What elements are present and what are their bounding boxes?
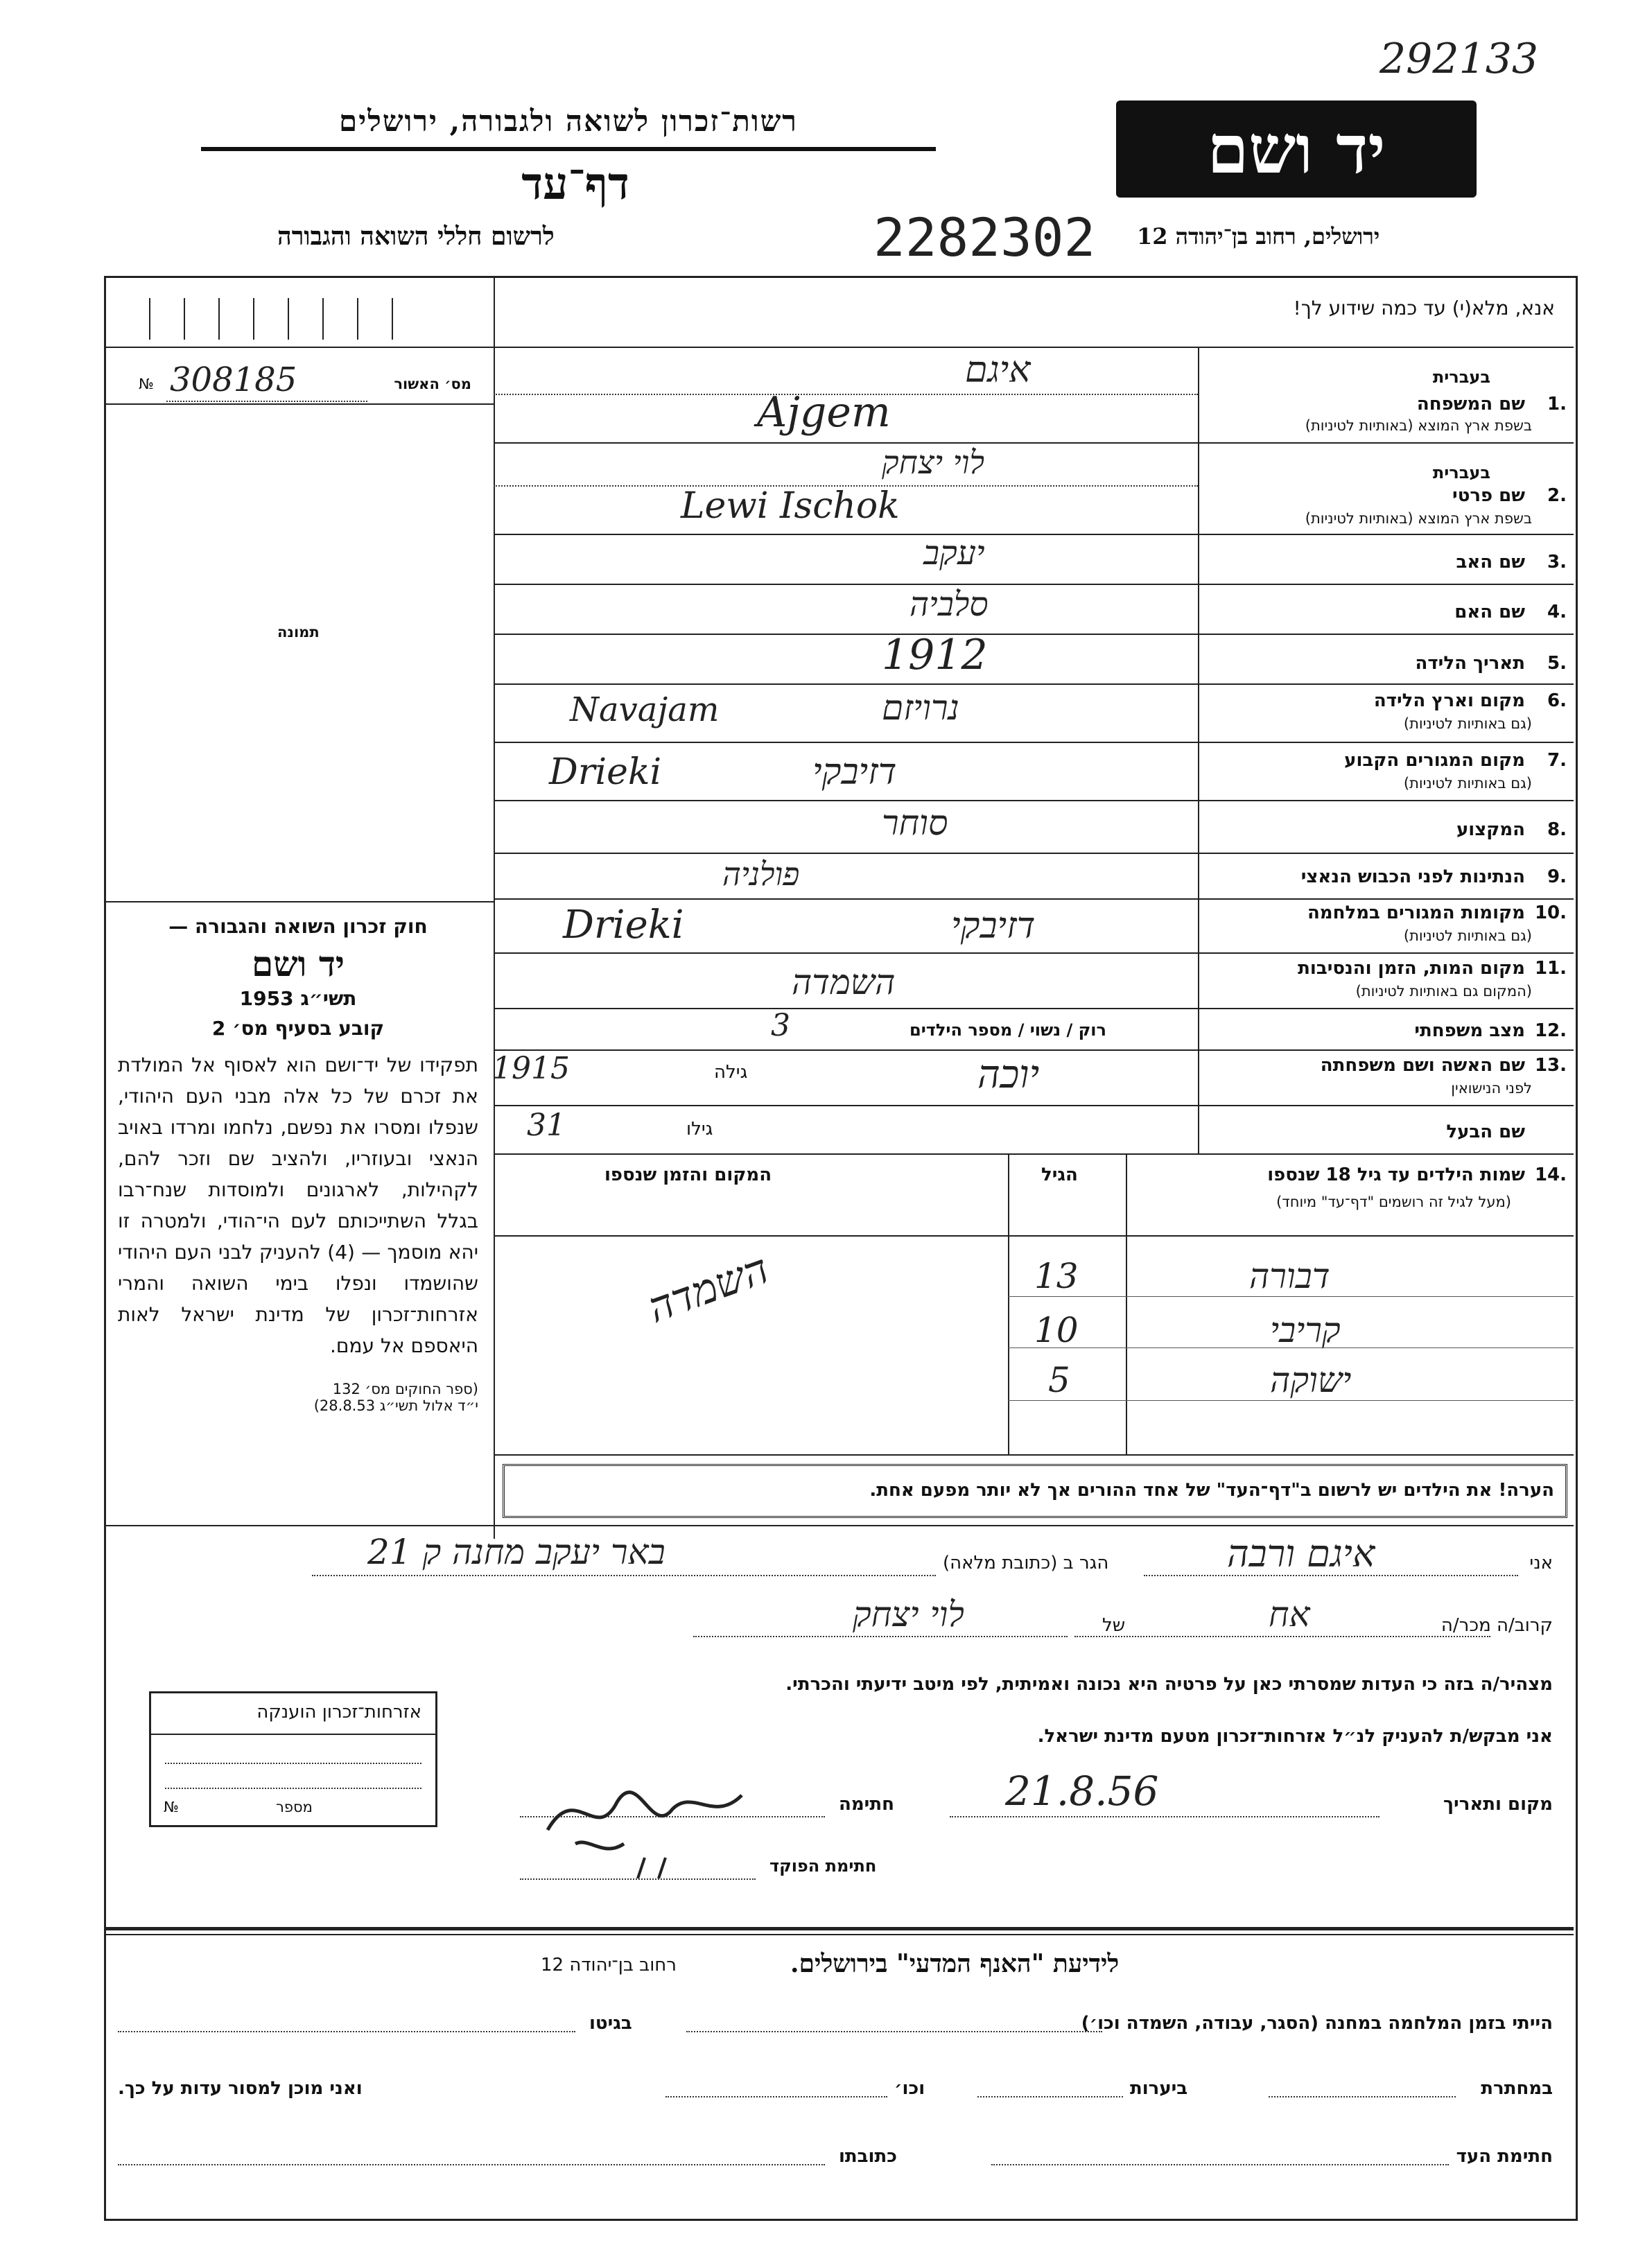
field-12-label: מצב משפחתי <box>1414 1020 1525 1041</box>
field-death <box>494 952 1574 1008</box>
declaration-text: מצהיר/ה בזה כי העדות שמסרתי כאן על פרטיה היא נכונה ואמיתית, לפי מיטב ידיעתי והכרתי. <box>785 1674 1553 1695</box>
field-wartime-residence <box>494 898 1574 952</box>
declaration-relative-value: אח <box>1269 1594 1310 1634</box>
photo-label: תמונה <box>277 624 320 640</box>
law-block <box>118 915 478 1414</box>
field-6-label: מקום וארץ הלידה <box>1373 690 1525 711</box>
children-header: שמות הילדים עד גיל 18 שנספו <box>1267 1164 1525 1185</box>
field-husband-label: שם הבעל <box>1446 1122 1525 1142</box>
field-8-label: המקצוע <box>1456 819 1525 840</box>
footer-witness-signature: חתימת העד <box>1456 2146 1553 2167</box>
child-age: 5 <box>1048 1360 1070 1400</box>
law-text: תפקידו של יד־ושם הוא לאסוף אל המולדת את זכרם של כל אלה מבני העם היהודי, שנפלו ומסרו את נפשם, נלחמו ומרדו באויב הנאצי ובעוזריו, ולהציב שם וזכר להם, לקהילות, לארגונים ולמוסדות שנח־רבו בגלל השתייכותם לעם הי־הודי, ולמטרה זו יהא מוסמך — (4) להעניק לבני העם היהודי שהושמדו ונפלו בימי השואה והמרי אזרחות־זכרון של מדינת ישראל לאות היאספם אל עמם. <box>118 1054 478 1357</box>
field-12-num: 12. <box>1534 1020 1567 1041</box>
child-name: דבורה <box>1249 1256 1330 1296</box>
field-11-sub: (המקום גם באותיות לטיניות) <box>1355 983 1532 1000</box>
footer-address: רחוב בן־יהודה 12 <box>541 1955 677 1975</box>
stamp-box-title: אזרחות־זכרון הוענקה <box>256 1702 421 1722</box>
field-7-sub: (גם באותיות לטיניות) <box>1403 775 1532 792</box>
field-10-sub: (גם באותיות לטיניות) <box>1403 927 1532 944</box>
field-13-age-label: גילה <box>714 1062 748 1083</box>
declaration-i-value: איגם ורבה <box>1227 1532 1375 1576</box>
field-10-num: 10. <box>1534 902 1567 923</box>
field-profession <box>494 800 1574 853</box>
field-1-num: 1. <box>1547 394 1567 415</box>
field-12-value: 3 <box>771 1008 790 1043</box>
field-6-value-latin: Navajam <box>570 690 720 729</box>
field-13-sub: לפני הנישואין <box>1451 1080 1532 1097</box>
law-clause: קובע בסעיף מס׳ 2 <box>211 1017 385 1040</box>
law-source-1: (ספר החוקים מס׳ 132 <box>332 1381 478 1397</box>
field-11-label: מקום המות, הזמן והנסיבות <box>1298 958 1525 979</box>
footer-forests: ביערות <box>1130 2078 1188 2099</box>
footer-etc: וכו׳ <box>894 2078 925 2099</box>
declaration-i-label: אני <box>1529 1553 1553 1573</box>
approval-label: מס׳ האשור <box>394 376 471 392</box>
field-1-sub: בשפת ארץ המוצא (באותיות לטיניות) <box>1305 417 1532 434</box>
field-5-num: 5. <box>1547 653 1567 674</box>
field-family-name <box>494 347 1574 442</box>
signature-scribble <box>534 1740 783 1878</box>
field-residence <box>494 742 1574 800</box>
child-name: ישוקה <box>1270 1360 1352 1400</box>
field-1-value-he: איגם <box>965 349 1031 391</box>
logo-text: יד ושם <box>1207 110 1386 189</box>
field-birth-date <box>494 631 1574 683</box>
intro-text: אנא, מלא(י) עד כמה שידוע לך! <box>1293 297 1555 320</box>
declaration-resides-label: הגר ב (כתובת מלאה) <box>943 1553 1109 1573</box>
children-num: 14. <box>1534 1164 1567 1185</box>
field-1-sub-he: בעברית <box>1432 367 1490 387</box>
field-marital-status <box>494 1008 1574 1049</box>
stamp-box-number-label: מספר <box>276 1799 313 1815</box>
field-6-num: 6. <box>1547 690 1567 711</box>
children-place-value: השמדה <box>641 1244 775 1333</box>
field-6-sub: (גם באותיות לטיניות) <box>1403 715 1532 732</box>
field-9-num: 9. <box>1547 866 1567 887</box>
field-3-num: 3. <box>1547 552 1567 573</box>
field-11-num: 11. <box>1534 958 1567 979</box>
field-husband <box>104 1105 1574 1153</box>
field-husband-age-label: גילו <box>686 1119 713 1140</box>
authority-underline <box>201 147 936 151</box>
field-4-label: שם האם <box>1454 602 1525 622</box>
field-9-label: הנתינות לפני הכבוש הנאצי <box>1300 866 1525 887</box>
field-spouse <box>104 1049 1574 1105</box>
child-row <box>494 1360 1574 1422</box>
field-2-num: 2. <box>1547 485 1567 506</box>
law-source-2: י״ד אלול תשי״ג 28.8.53) <box>313 1397 478 1414</box>
logo <box>1116 101 1477 198</box>
child-age: 13 <box>1034 1256 1079 1296</box>
declaration-address-value: באר יעקב מחנה ק 21 <box>367 1532 665 1572</box>
field-7-value-he: דזיבקי <box>812 751 897 793</box>
place-date-value: 21.8.56 <box>1005 1768 1159 1815</box>
form-title: דף־עד <box>521 158 629 210</box>
note-text: הערה! את הילדים יש לרשום ב"דף־העד" של אחד ההורים אך לא יותר מפעם אחת. <box>869 1480 1554 1501</box>
field-4-num: 4. <box>1547 602 1567 622</box>
field-10-value-he: דזיבקי <box>951 905 1036 947</box>
note-box <box>503 1464 1567 1518</box>
citizenship-stamp-box <box>149 1691 437 1827</box>
stamp-box-no: № <box>164 1799 179 1815</box>
field-8-num: 8. <box>1547 819 1567 840</box>
field-birth-place <box>494 683 1574 742</box>
field-4-value: סלביה <box>909 585 989 624</box>
archive-number: 292133 <box>1379 35 1539 83</box>
footer-divider <box>104 1927 1574 1930</box>
children-place-header: המקום והזמן שנספו <box>604 1164 772 1185</box>
approval-row <box>125 360 478 402</box>
child-age: 10 <box>1034 1310 1079 1350</box>
form-number: 2282302 <box>873 207 1096 268</box>
footer <box>104 1941 1574 2218</box>
field-citizenship <box>494 853 1574 898</box>
field-13-label: שם האשה ושם משפחתה <box>1320 1055 1525 1076</box>
subtitle-row <box>277 208 1525 270</box>
field-2-value-he: לוי יצחק <box>882 444 984 481</box>
footer-line1: הייתי בזמן המלחמה במחנה (הסגר, עבודה, השמדה וכו׳) <box>1081 2013 1553 2034</box>
footer-ghetto: בגיטו <box>589 2013 632 2034</box>
officer-signature-label: חתימת הפוקד <box>769 1856 877 1876</box>
field-7-value-latin: Drieki <box>549 751 662 793</box>
field-13-num: 13. <box>1534 1055 1567 1076</box>
place-date-label: מקום ותאריך <box>1443 1794 1553 1815</box>
field-11-value: השמדה <box>792 962 896 1002</box>
field-5-label: תאריך הלידה <box>1415 653 1525 674</box>
footer-address-label: כתובתו <box>839 2146 897 2167</box>
field-8-value: סוחר <box>882 803 948 843</box>
approval-number: 308185 <box>170 360 297 399</box>
subtitle-text: לרשום חללי השואה והגבורה <box>277 222 555 251</box>
field-3-value: יעקב <box>923 534 985 573</box>
field-10-value-latin: Drieki <box>563 902 684 948</box>
photo-bottom-line <box>104 901 494 902</box>
field-2-sub: בשפת ארץ המוצא (באותיות לטיניות) <box>1305 510 1532 527</box>
law-name: יד ושם <box>252 943 345 984</box>
children-header-sub: (מעל לגיל זה רושמים "דף־עד" מיוחד) <box>1276 1194 1511 1210</box>
field-mother-name <box>494 584 1574 634</box>
field-13-age-value: 1915 <box>492 1051 570 1086</box>
footer-ready: ואני מוכן למסור עדות על כך. <box>118 2078 363 2099</box>
children-section <box>494 1153 1574 1454</box>
no-mark: № <box>139 376 154 392</box>
field-13-value: יוכה <box>977 1052 1040 1097</box>
field-2-sub-he: בעברית <box>1432 463 1490 482</box>
field-husband-age-value: 31 <box>527 1108 566 1143</box>
field-10-label: מקומות המגורים במלחמה <box>1307 902 1525 923</box>
field-first-name <box>494 442 1574 534</box>
signature-label: חתימה <box>839 1794 894 1815</box>
field-1-value-latin: Ajgem <box>757 388 891 437</box>
field-5-value: 1912 <box>882 631 988 679</box>
declaration-of-label: של <box>1102 1615 1126 1636</box>
authority-text: רשות־זכרון לשואה ולגבורה, ירושלים <box>339 104 798 138</box>
law-title: חוק זכרון השואה והגבורה — <box>168 915 428 938</box>
field-6-value-he: נרויזם <box>882 688 959 728</box>
declaration-request: אני מבקש/ת להעניק לנ״ל אזרחות־זכרון מטעם מדינת ישראל. <box>1037 1726 1553 1747</box>
field-2-value-latin: Lewi Ischok <box>681 485 900 527</box>
field-7-num: 7. <box>1547 750 1567 771</box>
field-3-label: שם האב <box>1456 552 1525 573</box>
field-1-label: שם המשפחה <box>1416 394 1525 415</box>
address-text: ירושלים, רחוב בן־יהודה 12 <box>1137 223 1380 250</box>
approval-bottom-line <box>104 403 494 405</box>
footer-underground: במחתרת <box>1481 2078 1553 2099</box>
field-2-label: שם פרטי <box>1452 485 1525 506</box>
field-7-label: מקום המגורים הקבוע <box>1344 750 1525 771</box>
declaration-relative-label: קרוב/ה מכר/ה <box>1441 1615 1553 1636</box>
children-age-header: הגיל <box>1041 1164 1078 1185</box>
law-year: תשי״ג 1953 <box>239 987 357 1010</box>
field-9-value: פולניה <box>722 855 800 893</box>
authority-line <box>201 104 936 139</box>
footer-title: לידיעת "האנף המדעי" בירושלים. <box>790 1949 1120 1978</box>
field-father-name <box>494 534 1574 584</box>
tick-line <box>104 347 494 348</box>
tick-boxes <box>149 298 468 340</box>
field-12-printed: רוק / נשוי / מספר הילדים <box>909 1020 1106 1040</box>
declaration-of-value: לוי יצחק <box>853 1594 964 1634</box>
child-name: קריבי <box>1270 1310 1341 1350</box>
